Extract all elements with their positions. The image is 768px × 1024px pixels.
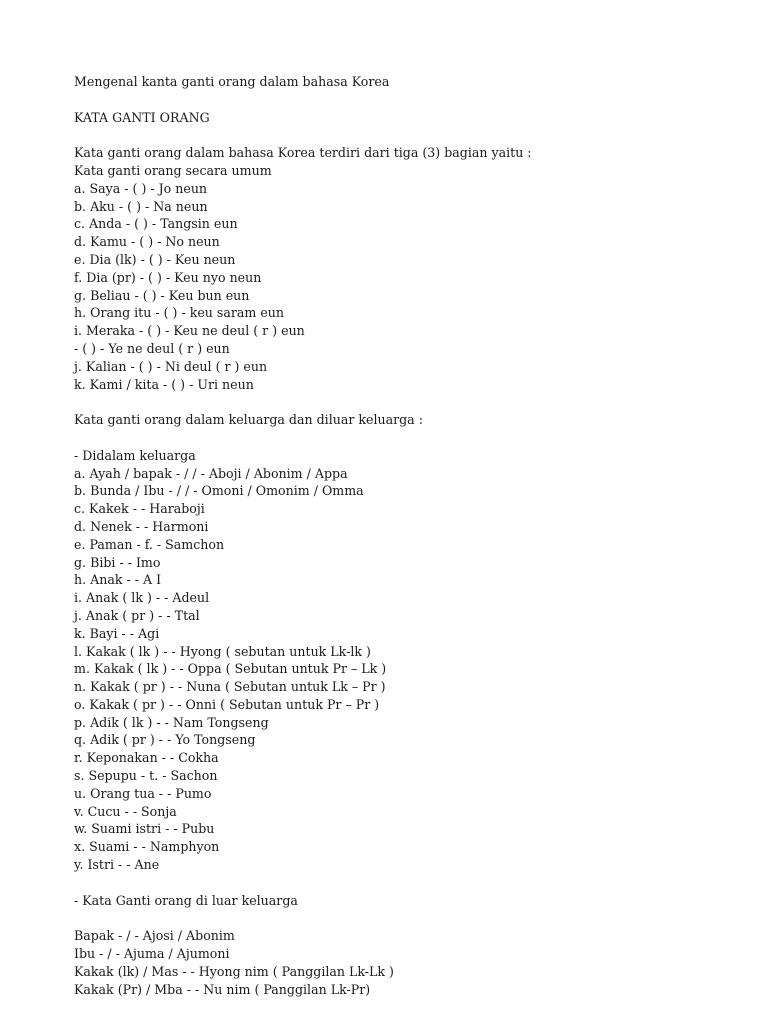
list-item: e. Dia (lk) - ( ) - Keu neun — [74, 251, 236, 267]
section2-title: Kata ganti orang dalam keluarga dan diluar keluarga : — [74, 412, 423, 428]
section1-list — [74, 180, 754, 394]
document-page — [74, 73, 754, 998]
section-heading: KATA GANTI ORANG — [74, 109, 210, 125]
list-item: k. Bayi - - Agi — [74, 625, 160, 641]
spacer — [74, 909, 754, 927]
list-item: p. Adik ( lk ) - - Nam Tongseng — [74, 714, 269, 730]
list-item: c. Kakek - - Haraboji — [74, 501, 205, 517]
list-item: d. Nenek - - Harmoni — [74, 518, 209, 534]
list-item: c. Anda - ( ) - Tangsin eun — [74, 216, 238, 232]
list-item: g. Bibi - - Imo — [74, 554, 161, 570]
list-item: k. Kami / kita - ( ) - Uri neun — [74, 376, 254, 392]
list-item: r. Keponakan - - Cokha — [74, 750, 219, 766]
list-item: q. Adik ( pr ) - - Yo Tongseng — [74, 732, 256, 748]
list-item: f. Dia (pr) - ( ) - Keu nyo neun — [74, 269, 262, 285]
list-item: a. Saya - ( ) - Jo neun — [74, 180, 208, 196]
list-item: j. Kalian - ( ) - Ni deul ( r ) eun — [74, 358, 268, 374]
list-item: Kakak (Pr) / Mba - - Nu nim ( Panggilan Lk-Pr) — [74, 981, 371, 997]
list-item: m. Kakak ( lk ) - - Oppa ( Sebutan untuk Pr – Lk ) — [74, 661, 387, 677]
section2b-list — [74, 927, 754, 998]
list-item: h. Anak - - A I — [74, 572, 162, 588]
list-item: i. Anak ( lk ) - - Adeul — [74, 590, 210, 606]
intro-text: Kata ganti orang dalam bahasa Korea terdiri dari tiga (3) bagian yaitu : — [74, 145, 532, 161]
spacer — [74, 393, 754, 411]
list-item: d. Kamu - ( ) - No neun — [74, 234, 220, 250]
list-item: e. Paman - f. - Samchon — [74, 536, 225, 552]
section1-title: Kata ganti orang secara umum — [74, 162, 272, 178]
section2a-list — [74, 465, 754, 874]
list-item: x. Suami - - Namphyon — [74, 839, 220, 855]
list-item: - ( ) - Ye ne deul ( r ) eun — [74, 340, 230, 356]
list-item: b. Bunda / Ibu - / / - Omoni / Omonim / Omma — [74, 483, 364, 499]
spacer — [74, 91, 754, 109]
list-item: Kakak (lk) / Mas - - Hyong nim ( Panggilan Lk-Lk ) — [74, 963, 394, 979]
list-item: v. Cucu - - Sonja — [74, 803, 177, 819]
section2b-title: - Kata Ganti orang di luar keluarga — [74, 892, 298, 908]
list-item: g. Beliau - ( ) - Keu bun eun — [74, 287, 250, 303]
list-item: u. Orang tua - - Pumo — [74, 785, 212, 801]
list-item: h. Orang itu - ( ) - keu saram eun — [74, 305, 285, 321]
list-item: l. Kakak ( lk ) - - Hyong ( sebutan untuk Lk-lk ) — [74, 643, 371, 659]
list-item: a. Ayah / bapak - / / - Aboji / Abonim / Appa — [74, 465, 348, 481]
spacer — [74, 874, 754, 892]
list-item: b. Aku - ( ) - Na neun — [74, 198, 208, 214]
spacer — [74, 429, 754, 447]
list-item: w. Suami istri - - Pubu — [74, 821, 215, 837]
list-item: Bapak - / - Ajosi / Abonim — [74, 928, 235, 944]
section2a-title: - Didalam keluarga — [74, 447, 196, 463]
list-item: o. Kakak ( pr ) - - Onni ( Sebutan untuk Pr – Pr ) — [74, 696, 380, 712]
list-item: i. Meraka - ( ) - Keu ne deul ( r ) eun — [74, 323, 305, 339]
list-item: j. Anak ( pr ) - - Ttal — [74, 607, 200, 623]
list-item: s. Sepupu - t. - Sachon — [74, 768, 218, 784]
spacer — [74, 126, 754, 144]
list-item: y. Istri - - Ane — [74, 857, 160, 873]
list-item: Ibu - / - Ajuma / Ajumoni — [74, 946, 230, 962]
list-item: n. Kakak ( pr ) - - Nuna ( Sebutan untuk Lk – Pr ) — [74, 679, 386, 695]
document-title: Mengenal kanta ganti orang dalam bahasa Korea — [74, 74, 390, 89]
